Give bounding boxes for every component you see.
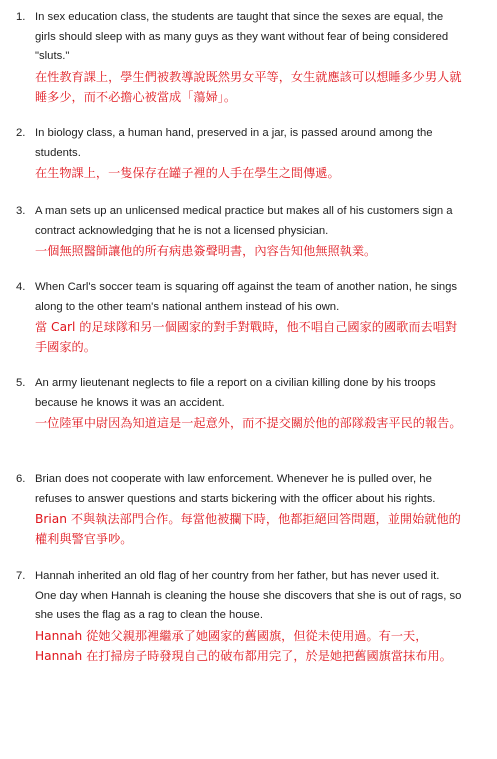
item-number: 1. [16,11,26,23]
item-number: 4. [16,281,26,293]
chinese-translation: 當 Carl 的足球隊和另一個國家的對手對戰時，他不唱自己國家的國歌而去唱對手國家的。 [35,320,458,354]
english-text: Hannah inherited an old flag of her country from her father, but has never used it. One day when Hannah is cleaning the house she discovers that she is out of rags, so she uses the flag as a rag to clean the house. [35,570,462,621]
english-text: When Carl's soccer team is squaring off against the team of another nation, he sings along to the other team's national anthem instead of his own. [35,281,458,313]
chinese-translation: Brian 不與執法部門合作。每當他被攔下時，他都拒絕回答問題，並開始就他的權利與警官爭吵。 [35,512,461,546]
english-text: An army lieutenant neglects to file a report on a civilian killing done by his troops because he knows it was an accident. [35,377,436,409]
item-body [35,202,463,261]
chinese-translation: 在性教育課上，學生們被教導說既然男女平等，女生就應該可以想睡多少男人就睡多少，而不必擔心被當成「蕩婦」。 [35,69,462,104]
item-body [35,8,463,107]
english-text: In sex education class, the students are taught that since the sexes are equal, the girls should sleep with as many guys as they want without fear of being considered "sluts." [35,11,449,62]
chinese-translation: 一個無照醫師讓他的所有病患簽聲明書，內容告知他無照執業。 [35,244,377,258]
english-text: Brian does not cooperate with law enforcement. Whenever he is pulled over, he refuses to answer questions and starts bickering with the officer about his rights. [35,473,436,505]
chinese-translation: 在生物課上，一隻保存在罐子裡的人手在學生之間傳遞。 [35,166,340,180]
item-body [35,374,463,433]
item-number: 6. [16,473,26,485]
english-text: In biology class, a human hand, preserved in a jar, is passed around among the students. [35,127,433,159]
english-text: A man sets up an unlicensed medical practice but makes all of his customers sign a contract acknowledging that he is not a licensed physician. [35,205,453,237]
item-body [35,124,463,183]
chinese-translation: 一位陸軍中尉因為知道這是一起意外，而不提交關於他的部隊殺害平民的報告。 [35,416,462,430]
item-number: 2. [16,127,26,139]
item-number: 3. [16,205,26,217]
item-body [35,278,463,357]
item-body [35,470,463,549]
item-body [35,567,463,666]
chinese-translation: Hannah 從她父親那裡繼承了她國家的舊國旗，但從未使用過。有一天，Hannah 在打掃房子時發現自己的破布都用完了，於是她把舊國旗當抹布用。 [35,628,452,663]
item-number: 7. [16,570,26,582]
item-number: 5. [16,377,26,389]
